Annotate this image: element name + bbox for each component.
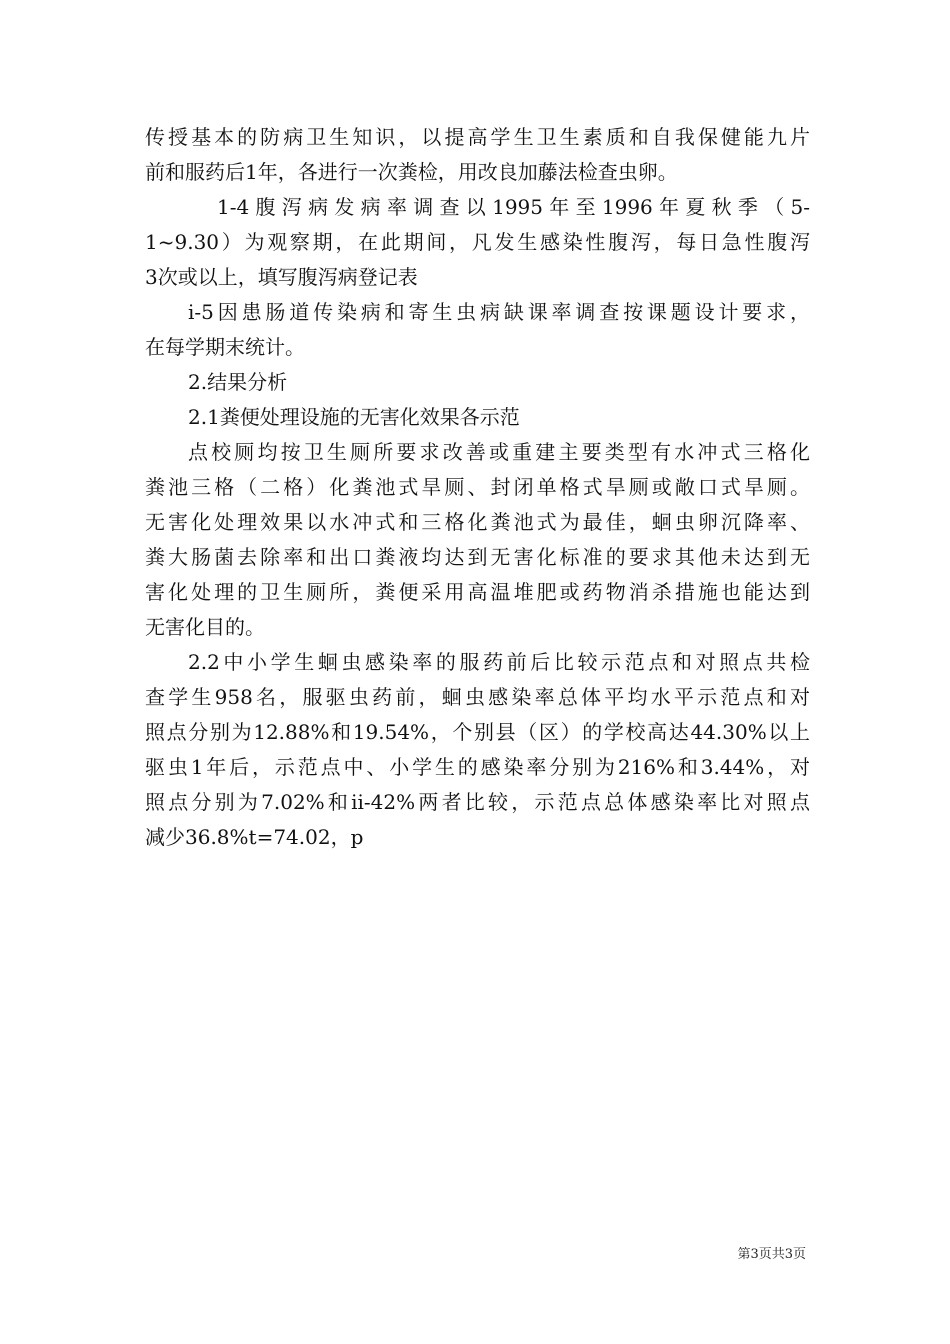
text-line: 无害化处理效果以水冲式和三格化粪池式为最佳，蛔虫卵沉降率、 xyxy=(145,510,810,534)
section-heading: 2.结果分析 xyxy=(188,370,288,394)
subsection-heading: 2.1粪便处理设施的无害化效果各示范 xyxy=(188,405,520,429)
text-line: 2.2中小学生蛔虫感染率的服药前后比较示范点和对照点共检 xyxy=(188,650,810,674)
text-line: 查学生958名，服驱虫药前，蛔虫感染率总体平均水平示范点和对 xyxy=(145,685,810,709)
text-line: 照点分别为12.88%和19.54%，个别县（区）的学校高达44.30%以上 xyxy=(145,720,810,744)
text-line: 前和服药后1年，各进行一次粪检，用改良加藤法检查虫卵。 xyxy=(145,160,678,184)
text-line: 1-4腹泻病发病率调查以1995年至1996年夏秋季（5- xyxy=(217,195,810,219)
text-line: 传授基本的防病卫生知识，以提高学生卫生素质和自我保健能九片 xyxy=(145,125,810,149)
document-body xyxy=(145,120,810,855)
text-line: 3次或以上，填写腹泻病登记表 xyxy=(145,265,418,289)
page-number-footer: 第3页共3页 xyxy=(737,1247,806,1262)
text-line: 1~9.30）为观察期，在此期间，凡发生感染性腹泻，每日急性腹泻 xyxy=(145,230,810,254)
text-line: 驱虫1年后，示范点中、小学生的感染率分别为216%和3.44%，对 xyxy=(145,755,810,779)
text-line: 点校厕均按卫生厕所要求改善或重建主要类型有水冲式三格化 xyxy=(188,440,810,464)
text-line: 无害化目的。 xyxy=(145,615,265,639)
text-line: 照点分别为7.02%和ii-42%两者比较，示范点总体感染率比对照点 xyxy=(145,790,810,814)
text-line: 粪大肠菌去除率和出口粪液均达到无害化标准的要求其他未达到无 xyxy=(145,545,810,569)
text-line: 减少36.8%t=74.02，p xyxy=(145,825,364,849)
text-line: i-5因患肠道传染病和寄生虫病缺课率调查按课题设计要求， xyxy=(188,300,810,324)
text-line: 在每学期末统计。 xyxy=(145,335,305,359)
text-line: 害化处理的卫生厕所，粪便采用高温堆肥或药物消杀措施也能达到 xyxy=(145,580,810,604)
text-line: 粪池三格（二格）化粪池式旱厕、封闭单格式旱厕或敞口式旱厕。 xyxy=(145,475,810,499)
